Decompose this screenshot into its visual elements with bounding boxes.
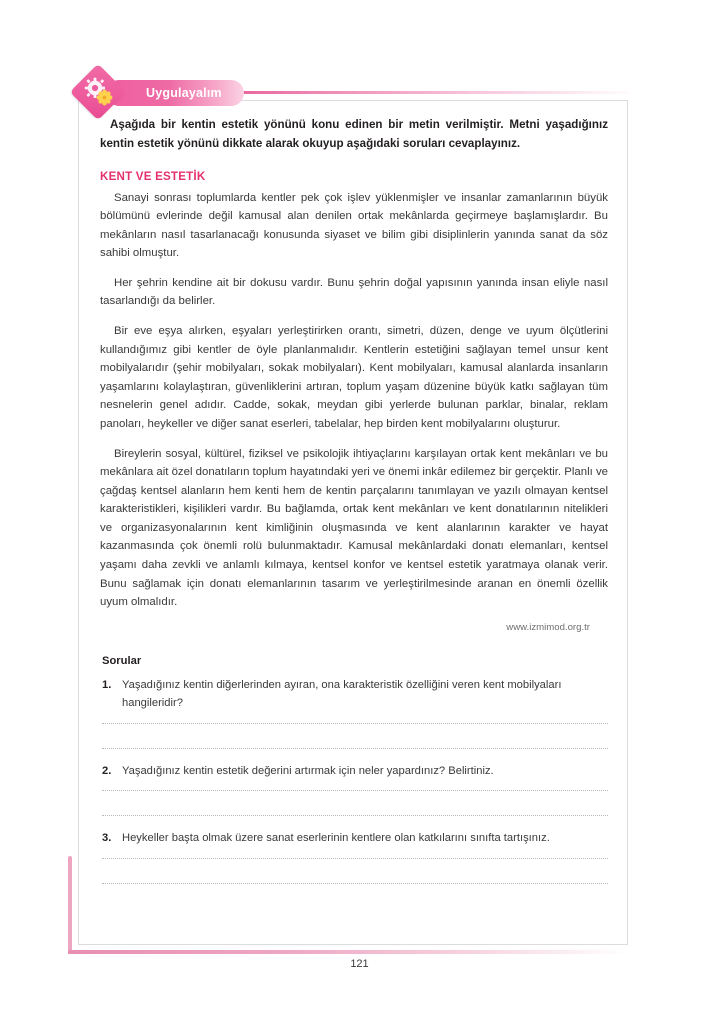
reading-paragraph: Her şehrin kendine ait bir dokusu vardır. Bunu şehrin doğal yapısının yanında insan eliyle nasıl tasarlandığı da belirler. — [100, 276, 608, 308]
section-header — [78, 80, 638, 106]
reading-paragraph: Bireylerin sosyal, kültürel, fiziksel ve psikolojik ihtiyaçlarını karşılayan ortak kent mekânları ve bu mekânlara ait özel donatıların toplum hayatındaki yeri ve önemi inkâr edilemez bir gerçektir. Planlı ve çağdaş kentsel alanların hem kenti hem de kentin parçalarını tanımlayan ve yazılı olmayan kentsel karakteristikleri, kişilikleri vardır. Bu bağlamda, ortak kent mekânları ve kent donatılarının nitelikleri ve organizasyonalarının kent kimliğinin oluşmasında ve kent alanlarının karakter ve hayat kazanmasında çok önemli rolü bulunmaktadır. Kamusal mekânlardaki donatı elemanları, kentsel yaşamı daha zevkli ve anlamlı kılmaya, kentsel konfor ve kentsel estetik yaratmaya olanak verir. Bunu sağlamak için donatı elemanlarının tasarım ve yerleştirilmesinde aranan en önemli özellik uyum olmalıdır. — [100, 447, 608, 609]
instruction-text: Aşağıda bir kentin estetik yönünü konu edinen bir metin verilmiştir. Metni yaşadığınız kentin estetik yönünü dikkate alarak okuyup aşağıdaki soruları cevaplayınız. — [100, 118, 608, 150]
questions-heading: Sorular — [102, 654, 142, 667]
source-citation: www.izmimod.org.tr — [506, 621, 590, 633]
question-text: Heykeller başta olmak üzere sanat eserlerinin kentlere olan katkılarını sınıfta tartışınız. — [122, 832, 550, 845]
answer-line[interactable] — [102, 723, 608, 724]
page-accent-bottom-bar — [68, 950, 628, 954]
reading-title: KENT VE ESTETİK — [100, 169, 206, 183]
page-number: 121 — [350, 958, 369, 970]
question-item — [102, 677, 608, 713]
answer-lines[interactable] — [102, 858, 608, 884]
header-rule — [228, 91, 638, 94]
answer-line[interactable] — [102, 790, 608, 791]
page-accent-left-bar — [68, 856, 72, 954]
question-text: Yaşadığınız kentin diğerlerinden ayıran, ona karakteristik özelliğini veren kent mobilyaları hangileridir? — [122, 678, 562, 709]
answer-lines[interactable] — [102, 790, 608, 816]
question-text: Yaşadığınız kentin estetik değerini artırmak için neler yapardınız? Belirtiniz. — [122, 764, 494, 777]
section-header-label: Uygulayalım — [146, 86, 222, 100]
answer-line[interactable] — [102, 815, 608, 816]
page-content — [100, 116, 608, 898]
question-number: 3. — [102, 832, 112, 845]
questions-section — [100, 655, 608, 885]
answer-line[interactable] — [102, 883, 608, 884]
reading-paragraph: Sanayi sonrası toplumlarda kentler pek çok işlev yüklenmişler ve insanlar zamanlarının büyük bölümünü evlerinde değil kamusal alan denilen ortak mekânlarda geçirmeye başlamışlardır. Bu mekânların nasıl tasarlanacağı konusunda siyaset ve bilim gibi disiplinlerin yanında sanat da söz sahibi olmuştur. — [100, 191, 608, 260]
answer-lines[interactable] — [102, 723, 608, 749]
question-number: 1. — [102, 678, 112, 691]
question-item — [102, 830, 608, 848]
question-number: 2. — [102, 764, 112, 777]
reading-paragraph: Bir eve eşya alırken, eşyaları yerleştirirken orantı, simetri, düzen, denge ve uyum ölçütlerini kullandığımız gibi kentler de öyle planlanmalıdır. Kentlerin estetiğini sağlayan temel unsur kent mobilyalarıdır (şehir mobilyaları, sokak mobilyaları). Kent mobilyaları, kamusal alanlarda insanların yaşamlarını kolaylaştıran, güvenliklerini artıran, toplum yaşam düzenine büyük katkı sağlayan tüm nesnelerin genel adıdır. Cadde, sokak, meydan gibi yerlerde bulunan parklar, binalar, reklam panoları, heykeller ve diğer sanat eserleri, tabelalar, hep birden kent mobilyalarını oluşturur. — [100, 325, 608, 430]
answer-line[interactable] — [102, 748, 608, 749]
section-header-pill — [106, 80, 244, 106]
answer-line[interactable] — [102, 858, 608, 859]
question-item — [102, 763, 608, 781]
